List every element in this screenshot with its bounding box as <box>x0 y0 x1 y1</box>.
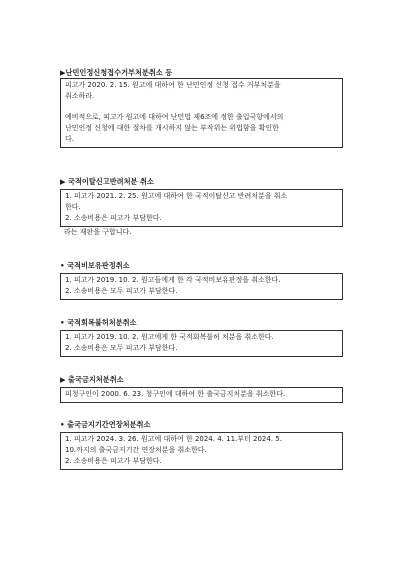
claim-line: 피고가 2020. 2. 15. 원고에 대하여 한 난민인정 신청 접수 거부처분을 <box>65 81 281 89</box>
claim-line: 난민인정 신청에 대한 절차를 개시하지 않는 부작위는 위법함을 확인한 <box>65 124 279 132</box>
paragraph-gap <box>65 102 339 112</box>
claim-line: 다. <box>65 135 74 143</box>
section-departure-ban <box>60 375 343 403</box>
claim-line: 2. 소송비용은 모두 피고가 부담한다. <box>65 344 178 352</box>
claim-line: 예비적으로, 피고가 원고에 대하여 난민법 제6조에 정한 출입국항에서의 <box>65 113 284 121</box>
section-nationality-renunciation <box>60 177 343 238</box>
section-heading: ▶ 국적이탈신고반려처분 취소 <box>60 177 154 186</box>
claim-box <box>60 189 343 227</box>
after-box-text: 라는 재판을 구합니다. <box>64 228 132 236</box>
claim-line: 2. 소송비용은 모두 피고가 부담한다. <box>65 287 178 295</box>
claim-box <box>60 387 343 403</box>
section-heading: • 출국금지기간연장처분취소 <box>60 420 151 429</box>
claim-line: 1. 피고가 2021. 2. 25. 원고에 대하여 한 국적이탈신고 반려처분을 취소 <box>65 192 288 200</box>
section-nationality-restoration <box>60 318 343 357</box>
claim-line: 2. 소송비용은 피고가 부담한다. <box>65 214 162 222</box>
claim-line: 1. 피고가 2019. 10. 2. 원고에게 한 국적회복불허 처분을 취소한다. <box>65 333 274 341</box>
claim-line: 1. 피고가 2024. 3. 26. 원고에 대하여 한 2024. 4. 11.부터 2024. 5. <box>65 435 282 443</box>
claim-line: 취소하라. <box>65 92 95 100</box>
claim-box <box>60 273 343 300</box>
section-heading: • 국적비보유판정취소 <box>60 261 130 270</box>
claim-line: 피청구인이 2000. 6. 23. 청구인에 대하여 한 출국금지처분을 취소한다. <box>65 390 286 398</box>
section-refugee-application <box>60 68 343 148</box>
claim-box <box>60 78 343 148</box>
section-heading: ▶ 출국금지처분취소 <box>60 375 124 384</box>
claim-box <box>60 432 343 470</box>
claim-line: 2. 소송비용은 피고가 부담한다. <box>65 457 162 465</box>
claim-line: 10.까지의 출국금지기간 연장처분을 취소한다. <box>65 446 207 454</box>
section-nationality-non-possession <box>60 261 343 300</box>
section-heading: ▶난민인정신청접수거부처분취소 등 <box>60 68 173 77</box>
section-departure-ban-extension <box>60 420 343 470</box>
claim-line: 한다. <box>65 203 81 211</box>
claim-box <box>60 330 343 357</box>
claim-line: 1. 피고가 2019. 10. 2. 원고들에게 한 각 국적비보유판정을 취소한다. <box>65 276 281 284</box>
section-heading: • 국적회복불허처분취소 <box>60 318 137 327</box>
